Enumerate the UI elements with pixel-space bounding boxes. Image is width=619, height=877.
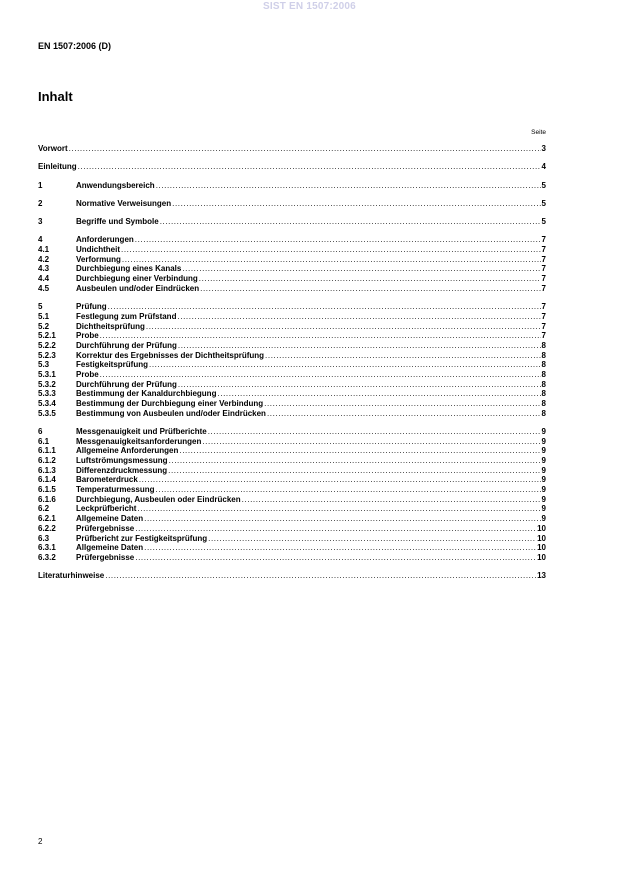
toc-page-number: 9 xyxy=(541,426,546,436)
toc-leader-dots xyxy=(177,312,540,322)
toc-section-number: 4.1 xyxy=(38,245,50,255)
toc-leader-dots xyxy=(168,466,540,476)
toc-leader-dots xyxy=(178,380,541,390)
toc-section-number: 5.2 xyxy=(38,321,50,331)
toc-entry[interactable] xyxy=(38,217,546,227)
toc-entry[interactable] xyxy=(38,255,546,265)
toc-page-number: 9 xyxy=(541,504,546,514)
toc-page-number: 9 xyxy=(541,456,546,466)
toc-section-title: Anforderungen xyxy=(76,235,134,245)
toc-page-number: 9 xyxy=(541,465,546,475)
toc-entry[interactable] xyxy=(38,235,546,245)
toc-section-number: 6.1.2 xyxy=(38,456,56,466)
toc-section-title: Durchbiegung, Ausbeulen oder Eindrücken xyxy=(76,494,241,504)
toc-section-number: 3 xyxy=(38,217,43,227)
toc-page-number: 7 xyxy=(541,245,546,255)
toc-section-number: 5.1 xyxy=(38,311,50,321)
toc-entry[interactable] xyxy=(38,341,546,351)
toc-leader-dots xyxy=(182,264,540,274)
toc-page-number: 3 xyxy=(541,144,546,153)
toc-section-number: 2 xyxy=(38,198,43,208)
toc-entry[interactable] xyxy=(38,245,546,255)
toc-section-title: Bestimmung von Ausbeulen und/oder Eindrücken xyxy=(76,408,266,418)
toc-entry[interactable] xyxy=(38,312,546,322)
toc-page-number: 8 xyxy=(541,360,546,370)
toc-section-title: Differenzdruckmessung xyxy=(76,465,168,475)
toc-section-number: 6.1.5 xyxy=(38,485,56,495)
toc-section-title: Durchführung der Prüfung xyxy=(76,379,177,389)
toc-section-title: Literaturhinweise xyxy=(38,571,105,581)
toc-section-title: Temperaturmessung xyxy=(76,485,155,495)
toc-section-number: 6 xyxy=(38,426,43,436)
toc-section-number: 5.3 xyxy=(38,360,50,370)
toc-section-number: 5.3.1 xyxy=(38,369,56,379)
toc-page-number: 7 xyxy=(541,274,546,284)
toc-entry[interactable] xyxy=(38,495,546,505)
toc-page-number: 7 xyxy=(541,311,546,321)
toc-leader-dots xyxy=(169,456,541,466)
toc-leader-dots xyxy=(146,322,541,332)
toc-leader-dots xyxy=(135,524,536,534)
toc-section-title: Normative Verweisungen xyxy=(76,198,172,208)
toc-page-number: 13 xyxy=(537,571,546,581)
document-id: EN 1507:2006 (D) xyxy=(38,41,112,51)
toc-section-title: Undichtheit xyxy=(76,245,120,255)
toc-section-title: Prüfbericht zur Festigkeitsprüfung xyxy=(76,533,208,543)
toc-section-number: 6.1 xyxy=(38,436,50,446)
toc-leader-dots xyxy=(202,437,540,447)
toc-section-title: Ausbeulen und/oder Eindrücken xyxy=(76,283,200,293)
toc-leader-dots xyxy=(264,399,540,409)
toc-section-title: Prüfergebnisse xyxy=(76,552,135,562)
toc-section-number: 5.2.2 xyxy=(38,340,56,350)
toc-leader-dots xyxy=(160,217,541,227)
toc-section-title: Festigkeitsprüfung xyxy=(76,360,149,370)
toc-entry[interactable] xyxy=(38,446,546,456)
toc-page-number: 7 xyxy=(541,331,546,341)
toc-page-number: 7 xyxy=(541,283,546,293)
toc-section-number: 4 xyxy=(38,235,43,245)
toc-entry[interactable] xyxy=(38,264,546,274)
toc-leader-dots xyxy=(265,351,541,361)
toc-section-number: 5.2.3 xyxy=(38,350,56,360)
toc-section-number: 5.3.2 xyxy=(38,379,56,389)
toc-section-title: Bestimmung der Kanaldurchbiegung xyxy=(76,389,217,399)
toc-section-title: Allgemeine Daten xyxy=(76,543,144,553)
toc-leader-dots xyxy=(78,162,541,172)
toc-entry[interactable] xyxy=(38,199,546,209)
toc-page-number: 9 xyxy=(541,494,546,504)
toc-page-number: 4 xyxy=(541,162,546,172)
toc-section-number: 6.2.1 xyxy=(38,514,56,524)
toc-entry[interactable] xyxy=(38,504,546,514)
toc-leader-dots xyxy=(156,485,541,495)
toc-section-title: Prüfung xyxy=(76,302,107,312)
toc-section-number: 6.2 xyxy=(38,504,50,514)
toc-leader-dots xyxy=(144,514,540,524)
toc-section-number: 4.3 xyxy=(38,264,50,274)
toc-entry[interactable] xyxy=(38,514,546,524)
page-title: Inhalt xyxy=(38,89,73,104)
toc-section-number: 4.5 xyxy=(38,283,50,293)
toc-page-number: 8 xyxy=(541,408,546,418)
toc-page-number: 8 xyxy=(541,389,546,399)
toc-entry[interactable] xyxy=(38,553,546,563)
toc-section-number: 4.2 xyxy=(38,254,50,264)
toc-section-number: 6.1.6 xyxy=(38,494,56,504)
toc-section-number: 6.1.4 xyxy=(38,475,56,485)
toc-leader-dots xyxy=(135,235,541,245)
toc-section-title: Probe xyxy=(76,331,99,341)
toc-page-number: 10 xyxy=(537,523,546,533)
toc-entry[interactable] xyxy=(38,181,546,191)
toc-entry[interactable] xyxy=(38,399,546,409)
toc-entry[interactable] xyxy=(38,466,546,476)
toc-section-title: Bestimmung der Durchbiegung einer Verbindung xyxy=(76,399,264,408)
toc-entry[interactable] xyxy=(38,543,546,553)
toc-leader-dots xyxy=(242,495,541,505)
toc-page-number: 9 xyxy=(541,475,546,485)
toc-section-title: Barometerdruck xyxy=(76,475,138,485)
toc-entry[interactable] xyxy=(38,427,546,437)
toc-section-number: 6.3 xyxy=(38,533,50,543)
toc-leader-dots xyxy=(172,199,540,209)
toc-section-title: Allgemeine Anforderungen xyxy=(76,446,179,456)
toc-page-number: 9 xyxy=(541,485,546,495)
toc-entry[interactable] xyxy=(38,284,546,294)
toc-section-title: Allgemeine Daten xyxy=(76,514,144,524)
toc-entry[interactable] xyxy=(38,437,546,447)
toc-page-number: 5 xyxy=(541,180,546,190)
toc-leader-dots xyxy=(200,284,540,294)
toc-entry[interactable] xyxy=(38,144,546,154)
toc-section-title: Durchbiegung einer Verbindung xyxy=(76,274,198,284)
toc-entry[interactable] xyxy=(38,380,546,390)
toc-entry[interactable] xyxy=(38,409,546,419)
toc-leader-dots xyxy=(100,370,541,380)
toc-leader-dots xyxy=(139,475,541,485)
toc-entry[interactable] xyxy=(38,351,546,361)
toc-entry[interactable] xyxy=(38,475,546,485)
toc-section-number: 6.3.2 xyxy=(38,552,56,562)
toc-page-number: 9 xyxy=(541,514,546,524)
toc-section-number: 4.4 xyxy=(38,274,50,284)
toc-entry[interactable] xyxy=(38,534,546,544)
toc-section-number: 6.2.2 xyxy=(38,523,56,533)
toc-entry[interactable] xyxy=(38,162,546,172)
toc-entry[interactable] xyxy=(38,360,546,370)
toc-section-title: Luftströmungsmessung xyxy=(76,456,168,466)
toc-section-number: 6.1.3 xyxy=(38,465,56,475)
toc-page-number: 8 xyxy=(541,399,546,408)
toc-page-number: 10 xyxy=(537,543,546,553)
toc-leader-dots xyxy=(156,181,541,191)
toc-leader-dots xyxy=(135,553,536,563)
toc-page-number: 8 xyxy=(541,340,546,350)
toc-leader-dots xyxy=(105,571,536,581)
toc-leader-dots xyxy=(100,331,541,341)
toc-leader-dots xyxy=(149,360,541,370)
toc-section-title: Verformung xyxy=(76,254,121,264)
toc-leader-dots xyxy=(178,341,541,351)
toc-section-number: 5 xyxy=(38,302,43,312)
toc-page-number: 10 xyxy=(537,552,546,562)
toc-entry[interactable] xyxy=(38,322,546,332)
toc-page-number: 10 xyxy=(537,533,546,543)
toc-leader-dots xyxy=(137,504,540,514)
toc-section-title: Vorwort xyxy=(38,144,68,153)
toc-section-number: 5.3.5 xyxy=(38,408,56,418)
toc-page-number: 9 xyxy=(541,436,546,446)
toc-page-number: 5 xyxy=(541,217,546,227)
toc-section-title: Anwendungsbereich xyxy=(76,180,155,190)
toc-entry[interactable] xyxy=(38,524,546,534)
toc-section-title: Durchführung der Prüfung xyxy=(76,340,177,350)
toc-leader-dots xyxy=(122,255,541,265)
toc-leader-dots xyxy=(267,409,541,419)
toc-page-number: 7 xyxy=(541,264,546,274)
toc-leader-dots xyxy=(69,144,541,154)
toc-section-title: Messgenauigkeit und Prüfberichte xyxy=(76,426,207,436)
toc-section-number: 5.3.3 xyxy=(38,389,56,399)
toc-leader-dots xyxy=(217,389,540,399)
toc-page-number: 8 xyxy=(541,379,546,389)
toc-page-number: 7 xyxy=(541,321,546,331)
toc-page-number: 7 xyxy=(541,235,546,245)
toc-entry[interactable] xyxy=(38,302,546,312)
toc-section-title: Prüfergebnisse xyxy=(76,523,135,533)
toc-section-title: Durchbiegung eines Kanals xyxy=(76,264,182,274)
page-column-label: Seite xyxy=(531,129,546,136)
toc-page-number: 7 xyxy=(541,254,546,264)
toc-entry[interactable] xyxy=(38,485,546,495)
toc-section-number: 5.3.4 xyxy=(38,399,56,408)
watermark: SIST EN 1507:2006 xyxy=(263,1,356,12)
toc-leader-dots xyxy=(121,245,541,255)
toc-leader-dots xyxy=(108,302,541,312)
toc-section-number: 6.1.1 xyxy=(38,446,56,456)
toc-leader-dots xyxy=(144,543,536,553)
toc-leader-dots xyxy=(208,534,536,544)
toc-leader-dots xyxy=(208,427,541,437)
toc-entry[interactable] xyxy=(38,456,546,466)
toc-entry[interactable] xyxy=(38,571,546,581)
toc-section-title: Messgenauigkeitsanforderungen xyxy=(76,436,202,446)
toc-section-title: Leckprüfbericht xyxy=(76,504,137,514)
toc-section-number: 1 xyxy=(38,180,43,190)
toc-entry[interactable] xyxy=(38,370,546,380)
toc-entry[interactable] xyxy=(38,331,546,341)
page-number: 2 xyxy=(38,837,43,846)
toc-leader-dots xyxy=(199,274,541,284)
toc-section-title: Dichtheitsprüfung xyxy=(76,321,145,331)
toc-page-number: 5 xyxy=(541,198,546,208)
toc-section-title: Einleitung xyxy=(38,162,77,172)
toc-section-number: 6.3.1 xyxy=(38,543,56,553)
toc-leader-dots xyxy=(179,446,540,456)
toc-page-number: 7 xyxy=(541,302,546,312)
toc-section-title: Korrektur des Ergebnisses der Dichtheitsprüfung xyxy=(76,350,265,360)
table-of-contents xyxy=(38,144,546,581)
toc-section-title: Festlegung zum Prüfstand xyxy=(76,311,177,321)
toc-entry[interactable] xyxy=(38,389,546,399)
toc-entry[interactable] xyxy=(38,274,546,284)
toc-page-number: 9 xyxy=(541,446,546,456)
toc-section-number: 5.2.1 xyxy=(38,331,56,341)
toc-page-number: 8 xyxy=(541,369,546,379)
toc-section-title: Probe xyxy=(76,369,99,379)
toc-page-number: 8 xyxy=(541,350,546,360)
toc-section-title: Begriffe und Symbole xyxy=(76,217,159,227)
